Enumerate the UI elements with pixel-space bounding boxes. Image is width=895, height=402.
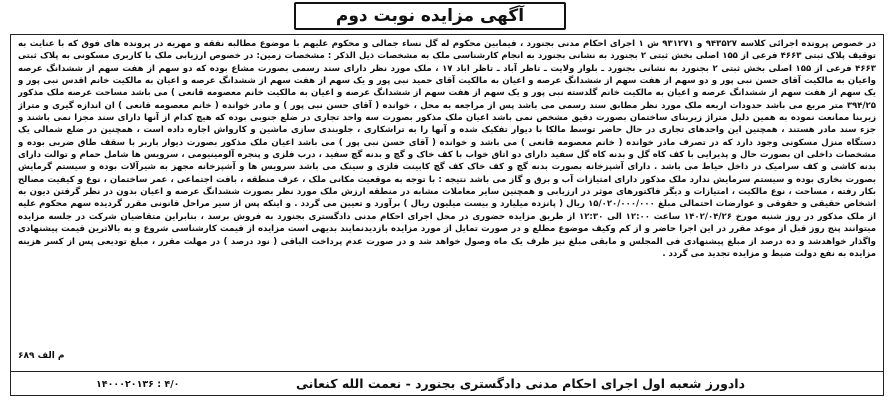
- ad-code: م الف ۶۸۹: [18, 351, 65, 361]
- ad-body: در خصوص پرونده اجرائی کلاسه ۹۴۳۵۲۷ و ۹۳۱۲۷۱ ش ۱ اجرای احکام مدنی بجنورد ، فیمابین محکوم له گل نساء جمالی و محکوم علیهم با موضوع مطالبه نفقه و مهریه در پرونده های فوق که با عنایت به توقیف پلاک ثبتی ۴۶۶۳ فرعی از ۱۵۵ اصلی بخش ثبتی ۲ بجنورد به نشانی بجنورد به انجام کارشناسی ملک به مشخصات ذیل الذکر : مشخصات زمین: در خصوص ارزیابی ملک با کاربری مسکونی به پلاک ثبتی ۴۶۶۳ فرعی از ۱۵۵ اصلی بخش ثبتی ۲ بجنورد به نشانی بجنورد ـ بلوار ولایت ـ تاظر آباد ـ تاظر اباد ۱۷ ، ملک مورد نظر دارای سند رسمی بصورت مشاع بوده که دو سهم از هفت سهم از ششدانگ عرصه واعیان به مالکیت آقای حسن نبی پور و دو سهم از هفت سهم از ششدانگ عرصه و اعیان به مالکیت آقای حمید نبی پور و یک سهم از هفت سهم از ششدانگ عرصه و اعیان به مالکیت خانم اقدس نبی پور و یک سهم از هفت سهم از ششدانگ عرصه و اعیان به مالکیت خانم گلدسته نبی پور و یک سهم از هفت سهم از ششدانگ عرصه و اعیان به مالکیت خانم معصومه قانعی ) می باشد مساحت عرصه ملک مذکور ۳۹۴/۲۵ متر مربع می باشد حدودات اربعه ملک مورد نظر مطابق سند رسمی می باشد پس از مراجعه به محل ، خوانده ( آقای حسن نبی پور ) و مادر خوانده ( خانم معصومه قانعی ) ان اندازه گیری و متراژ زیربنا ممانعت نموده به همین دلیل متراژ زیربنای ساختمان بصورت دقیق مشخص نمی باشد اعیان ملک مذکور بصورت سه واحد تجاری در ضلع جنوبی بوده که هیچ کدام از آنها دارای سند مجزا نمی باشند و جزء سند مادر هستند ، همچنین این واحدهای تجاری در حال حاضر توسط مالکا با دیوار تفکیک شده و آنها را به تراشکاری ، جلوبندی سازی ماشین و کارواش اجاره داده است ، همچنین در ضلع شمالی یک دستگاه منزل مسکونی وجود دارد که در تصرف مادر خوانده ( خانم معصومه قانعی ) می باشد و خوانده ( آقای حسن نبی پور ) می باشد اعیان ملک مذکور بصورت دیوار باربر با سقف طاق ضربی بوده و مشخصات داخلی ان بصورت حال و پذیرایی با کف کاه گل و بدنه کاه گل سفید دارای دو اتاق خواب با کف خاک و گچ و بدنه گچ سفید ، درب فلزی و پنجره آلومینیومی ، سرویس ها شامل حمام و توالت دارای بدنه کاشی و کف سرامیک در داخل حیاط می باشد . دارای آشپزخانه بصورت بدنه گچ و کف خاک کف گچ کابینت فلزی و سینک می باشد سرویس ها و آشپزخانه مجهز به شیرآلات بوده و سیستم گرمایش بصورت بخاری بوده و سیستم سرمایش ندارد ملک مذکور دارای امتیازات آب و برق و گاز می باشد نتیجه : با توجه به موقعیت مکانی ملک ، عرف منطقه ، بافت اجتماعی ، عمر ساختمان ، نوع و کیفیت مصالح بکار رفته ، مساحت ، نوع مالکیت ، امتیازات و دیگر فاکتورهای موثر در ارزیابی و همچنین سایر معاملات مشابه در منطقه ارزش ملک مورد نظر بصورت ششدانگ عرصه و اعیان بدون در نظر گرفتن دیون به اشخاص حقیقی و حقوقی و عوارضات احتمالی مبلغ ۱۵/۰۲۰/۰۰۰/۰۰۰ ریال ( پانزده میلیارد و بیست میلیون ریال ) برآورد و تعیین می گردد . و اینکه پس از سیر مراحل قانونی مقرر گردیده سهم محکوم علیه از ملک مذکور در روز شنبه مورخ ۱۴۰۲/۰۴/۲۶ ساعت ۱۲:۰۰ الی ۱۲:۳۰ از طریق مزایده حضوری در محل اجرای احکام مدنی دادگستری بجنورد به فروش برسد ، بنابراین متقاضیان شرکت در جلسه مزایده میتوانند پنج روز قبل از موعد مقرر در این اجرا حاضر و از کم وکیف موضوع مطلع و در صورت تمایل از مورد مزایده بازدیدنمایند بدیهی است مزایده از قیمت کارشناسی شروع و به بالاترین قیمت پیشنهادی واگذار خواهدشد و ده درصد از مبلغ پیشنهادی فی المجلس و مابقی مبلغ نیز ظرف یک ماه وصول خواهد شد و در صورت عدم پرداخت الباقی ( نود درصد ) در مهلت مقرر ، مبلغ تودیعی پس از کسر هزینه مزایده به نفع دولت ضبط و مزایده تجدید می گردد .: [18, 39, 876, 259]
- ad-title-box: [294, 2, 566, 30]
- ad-title: آگهی مزایده نوبت دوم: [335, 6, 525, 26]
- ad-signature: دادورز شعبه اول اجرای احکام مدنی دادگستری بجنورد - نعمت الله کنعانی: [296, 376, 745, 391]
- ad-number: ۱۴۰۰۰۲۰۱۳۶ : ۴/۰: [96, 379, 180, 390]
